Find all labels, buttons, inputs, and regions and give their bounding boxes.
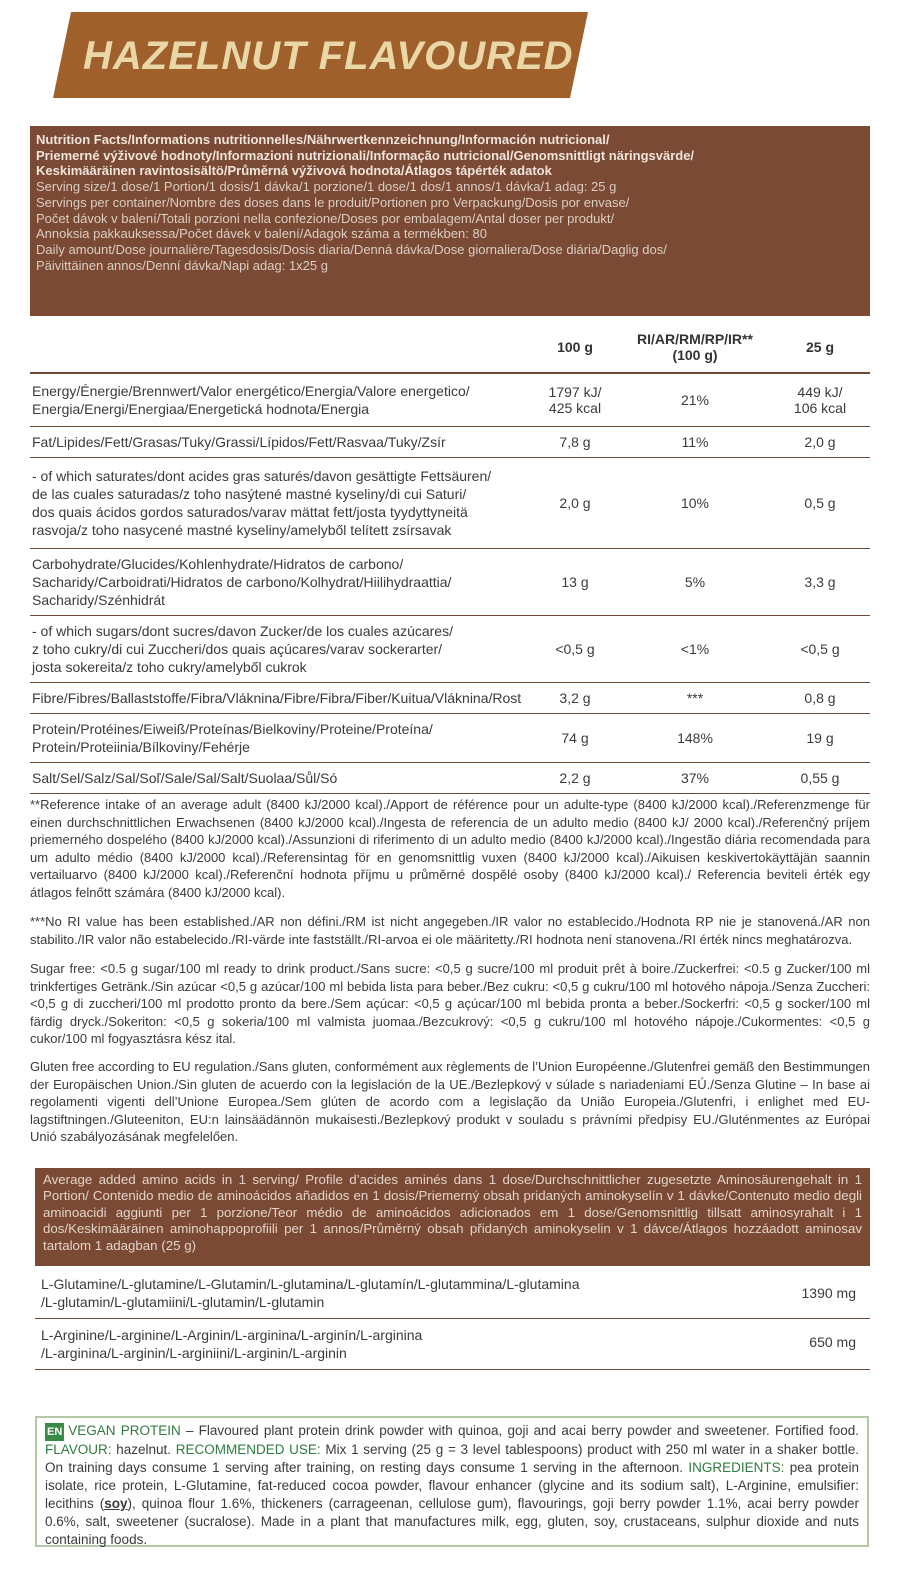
nutrition-header-line: Nutrition Facts/Informations nutritionnelles/Nährwertkennzeichnung/Información nutricional/ [36,132,610,147]
value-ri [620,683,770,714]
nutrient-label [30,763,530,794]
value-ri [620,763,770,794]
footnote-gluten-free: Gluten free according to EU regulation./Sans gluten, conformément aux règlements de l’Union Européenne./Glutenfrei gemäß den Bestimmungen der Europäischen Union./Sin gluten de acuerdo con la legislación de la UE./Bezlepkový v súlade s nariadeniami EÚ./Senza Glutine – In base ai regolamenti vigenti dell’Unione Europea./Sem glúten de acordo com a legislação da União Europeia./Glutenfri, i enlighet med EU-lagstiftningen./Gluteeniton, EU:n lainsäädännön mukaisesti./Bezlepkový produkt v souladu s právními předpisy EU./Gluténmentes az Európai Unió szabályozásának megfelelően. [30,1059,870,1145]
servings-per-container: Annoksia pakkauksessa/Počet dávek v balení/Adagok száma a termékben: 80 [36,226,487,242]
flavour-banner [53,12,588,98]
nutrition-header-line: Keskimääräinen ravintosisältö/Průměrná výživová hodnota/Átlagos tápérték adatok [36,163,552,179]
footnote-no-ri: ***No RI value has been established./AR non défini./RM ist nicht angegeben./IR valor no establecido./Hodnota RP nie je stanovená./AR non stabilito./IR valor não estabelecido./RI-värde inte fastställt./RI-arvoa ei ole määritetty./RI hodnota není stanovena./RI érték nincs meghatározva. [30,914,870,947]
nutrient-label-line: Carbohydrate/Glucides/Kohlenhydrate/Hidratos de carbono/ [32,556,404,572]
table-row [30,763,870,794]
amino-label-line: L-Glutamine/L-glutamine/L-Glutamin/L-glutamina/L-glutamín/L-glutammina/L-glutamina [41,1276,580,1292]
nutrition-header-line: Priemerné výživové hodnoty/Informazioni nutrizionali/Informação nutricional/Genomsnittligt näringsvärde/ [36,147,695,163]
nutrient-label-line: josta sokereita/z toho cukry/amelyből cukrok [32,659,307,675]
product-name: VEGAN PROTEIN [68,1423,181,1438]
table-row [30,373,870,427]
nutrient-label-line: Protein/Protéines/Eiweiß/Proteínas/Bielkoviny/Proteine/Proteína/ [32,721,433,737]
header-100g: 100 g [530,322,620,373]
daily-amount: Daily amount/Dose journalière/Tagesdosis/Dosis diaria/Denná dávka/Dose giornaliera/Dose diária/Daglig dos/ [36,241,667,257]
value-100g-line: 7,8 g [559,434,591,450]
value-25g [770,714,870,763]
value-ri [620,549,770,616]
nutrient-label-line: z toho cukry/di cui Zuccheri/dos quais açúcares/varav sockerarter/ [32,641,443,657]
value-100g-line: 425 kcal [548,400,602,416]
ingredients-label: INGREDIENTS: [688,1460,785,1475]
nutrient-label-line: Energy/Énergie/Brennwert/Valor energético/Energia/Valore energetico/ [32,383,470,399]
value-25g [770,458,870,549]
ingredients-text: ), quinoa flour 1.6%, thickeners (carrageenan, cellulose gum), flavourings, goji berry powder 1.1%, acai berry powder 0.6%, salt, sweetener (sucralose). Made in a plant that manufactures milk, egg, gluten, soy, crustaceans, sulphur dioxide and nuts containing foods. [45,1496,859,1547]
nutrient-label-line: Energia/Energi/Energiaa/Energetická hodnota/Energia [32,401,370,417]
value-25g [770,427,870,458]
nutrition-header [30,126,870,316]
value-ri [620,616,770,683]
allergen-soy: soy [104,1496,128,1511]
nutrient-label [30,549,530,616]
nutrient-label [30,458,530,549]
table-row [30,458,870,549]
value-25g-line: 0,55 g [800,770,840,786]
value-25g-line: 0,8 g [804,690,836,706]
footnote-ri: **Reference intake of an average adult (8400 kJ/2000 kcal)./Apport de référence pour un adulte-type (8400 kJ/2000 kcal)./Referenzmenge für einen durchschnittlichen Erwachsenen (8400 kJ/2000 kcal)./Ingesta de referencia de un adulto medio (8400 kJ/ 2000 kcal)./Referenčný príjem priemerného dospelého (8400 kJ/2000 kcal)./Assunzioni di riferimento di un adulto medio (8400 kJ/2000 kcal)./Ingestão diária recomendada para um adulto médio (8400 kJ/2000 kcal)./Referensintag för en genomsnittlig vuxen (8400 kJ/2000 kcal)./Aikuisen keskivertokäyttäjän saannin vertailuarvo (8400 kJ/2000 kcal)./Referenční hodnota příjmu u průměrné dospělé osoby (8400 kJ/2000 kcal)./ Referencia beviteli érték egy átlagos felnőtt számára (8400 kJ/2000 kcal). [30,797,870,900]
nutrient-label [30,427,530,458]
description-text: – Flavoured plant protein drink powder with quinoa, goji and acai berry powder and sweetener. Fortified food. [180,1423,859,1438]
value-100g [530,763,620,794]
nutrient-label [30,616,530,683]
value-ri [620,373,770,427]
flavour-value: hazelnut. [111,1442,176,1457]
recommended-use-label: RECOMMENDED USE: [175,1442,321,1457]
value-25g [770,763,870,794]
value-100g-line: 1797 kJ/ [548,384,602,400]
value-100g-line: <0,5 g [555,641,595,657]
amino-label-line: L-Arginine/L-arginine/L-Arginin/L-arginina/L-arginín/L-arginina [41,1327,423,1343]
value-25g-line: 3,3 g [804,574,836,590]
product-description [35,1416,869,1547]
value-25g-line: 106 kcal [793,400,847,416]
ingredients-text: pea protein isolate, rice protein, L-Glutamine, fat-reduced cocoa powder, flavour enhancer (glycine and its sodium salt), L-Arginine, emulsifier: lecithins ( [45,1460,859,1511]
nutrient-label-line: Protein/Proteiinia/Bílkoviny/Fehérje [32,739,250,755]
value-ri-line: <1% [680,641,710,657]
table-row [30,616,870,683]
nutrition-table [30,322,870,794]
flavour-title: HAZELNUT FLAVOURED [83,34,574,78]
nutrient-label [30,714,530,763]
value-100g [530,549,620,616]
value-ri-line: 11% [681,434,709,450]
value-100g-line: 2,0 g [559,495,591,511]
value-ri-line: 148% [677,730,713,746]
value-25g [770,683,870,714]
nutrient-label [30,683,530,714]
table-row [30,714,870,763]
value-25g [770,373,870,427]
value-100g [530,683,620,714]
value-ri-line: 21% [680,392,710,408]
value-25g [770,549,870,616]
header-empty [30,322,530,373]
value-ri [620,458,770,549]
value-100g [530,458,620,549]
value-100g-line: 3,2 g [559,690,591,706]
value-100g [530,373,620,427]
value-25g-line: 449 kJ/ [797,384,843,400]
nutrient-label-line: rasvoja/z toho nasycené mastné kyseliny/amelyből telített zsírsavak [32,522,452,538]
table-header-row [30,322,870,373]
amino-label [41,1326,422,1362]
nutrient-label-line: de las cuales saturadas/z toho nasýtené mastné kyseliny/di cui Saturi/ [32,486,467,502]
nutrient-label [30,373,530,427]
nutrient-label-line: Fibre/Fibres/Ballaststoffe/Fibra/Vláknina/Fibre/Fibra/Fiber/Kuitua/Vláknina/Rost [32,690,522,706]
amino-label-line: /L-glutamin/L-glutamiini/L-glutamin/L-glutamin [41,1294,325,1310]
value-100g [530,714,620,763]
value-100g [530,427,620,458]
value-25g [770,616,870,683]
value-ri-line: 10% [680,495,710,511]
flavour-label: FLAVOUR: [45,1442,112,1457]
amino-label-line: /L-arginina/L-arginin/L-arginiini/L-arginin/L-arginin [41,1345,347,1361]
nutrient-label-line: dos quais ácidos gordos saturados/varav mättat fett/josta tyydyttyneitä [32,504,468,520]
nutrient-label-line: - of which sugars/dont sucres/davon Zucker/de los cuales azúcares/ [32,623,453,639]
amino-label [41,1275,579,1311]
servings-per-container: Počet dávok v balení/Totali porzioni nella confezione/Doses por embalagem/Antal doser per produkt/ [36,210,615,226]
servings-per-container: Servings per container/Nombre des doses dans le produit/Portionen pro Verpackung/Dosis por envase/ [36,194,630,210]
recommended-use-text: Mix 1 serving (25 g = 3 level tablespoons) product with 250 ml water in a shaker bottle. On training days consume 1 serving after training, on resting days consume 1 serving in the afternoon. [45,1442,859,1475]
value-25g-line: 2,0 g [804,434,836,450]
nutrient-label-line: Fat/Lipides/Fett/Grasas/Tuky/Grassi/Lípidos/Fett/Rasvaa/Tuky/Zsír [32,434,446,450]
daily-amount: Päivittäinen annos/Denní dávka/Napi adag: 1x25 g [36,257,328,273]
value-ri [620,427,770,458]
value-ri [620,714,770,763]
amino-acids-header: Average added amino acids in 1 serving/ Profile d’acides aminés dans 1 dose/Durchschnittlicher zugesetzte Aminosäurengehalt in 1 Portion/ Contenido medio de aminoácidos añadidos en 1 dosis/Priemerný obsah pridaných aminokyselín v 1 dávke/Contenuto medio degli aminoacidi aggiunti per 1 porzione/Teor médio de aminoácidos adicionados em 1 dose/Genomsnittlig tillsatt aminosyrahalt i 1 dos/Keskimääräinen aminohappoprofiili per 1 annos/Průměrný obsah přidaných aminokyselin v 1 dávce/Átlagos hozzáadott aminosav tartalom 1 adagban (25 g) [35,1168,870,1266]
nutrient-label-line: Sacharidy/Szénhidrát [32,592,166,608]
footnote-sugar-free: Sugar free: <0.5 g sugar/100 ml ready to drink product./Sans sucre: <0,5 g sucre/100 ml produit prêt à boire./Zuckerfrei: <0.5 g Zucker/100 ml trinkfertiges Getränk./Sin azúcar <0,5 g azúcar/100 ml bebida lista para beber./Bez cukru: <0,5 g cukru/100 ml hotového nápoja./Senza Zuccheri: <0,5 g di zuccheri/100 ml prodotto pronto da bere./Sem açúcar: <0,5 g açúcar/100 ml bebida pronta a beber./Sockerfri: <0,5 g socker/100 ml färdig dryck./Sokeriton: <0,5 g sokeria/100 ml valmista juomaa./Bezcukrový: <0,5 g cukru/100 ml hotového nápoje./Cukormentes: <0,5 g cukor/100 ml fogyasztásra kész ital. [30,961,870,1047]
value-100g-line: 13 g [561,574,589,590]
table-row [30,549,870,616]
language-badge: EN [45,1423,64,1441]
nutrient-label-line: Sacharidy/Carboidrati/Hidratos de carbono/Kolhydrat/Hiilihydraattia/ [32,574,452,590]
value-ri-line: *** [686,690,704,706]
value-ri-line: 5% [684,574,706,590]
header-ri-line: RI/AR/RM/RP/IR** [637,331,753,347]
amino-value: 1390 mg [801,1285,856,1301]
value-25g-line: 19 g [806,730,834,746]
value-100g-line: 2,2 g [559,770,591,786]
value-25g-line: <0,5 g [800,641,840,657]
value-100g [530,616,620,683]
value-25g-line: 0,5 g [804,495,836,511]
serving-size: Serving size/1 dose/1 Portion/1 dosis/1 dávka/1 porzione/1 dose/1 dos/1 annos/1 dávka/1 adag: 25 g [36,179,617,195]
nutrient-label-line: - of which saturates/dont acides gras saturés/davon gesättigte Fettsäuren/ [32,468,492,484]
amino-value: 650 mg [809,1334,856,1350]
header-25g: 25 g [770,322,870,373]
value-100g-line: 74 g [561,730,589,746]
amino-row-glutamine [35,1270,870,1319]
table-row [30,427,870,458]
table-row [30,683,870,714]
nutrient-label-line: Salt/Sel/Salz/Sal/Soľ/Sale/Sal/Salt/Suolaa/Sůl/Só [32,770,338,786]
amino-row-arginine [35,1319,870,1370]
header-ri-line: (100 g) [672,347,718,363]
value-ri-line: 37% [680,770,710,786]
header-ri [620,322,770,373]
